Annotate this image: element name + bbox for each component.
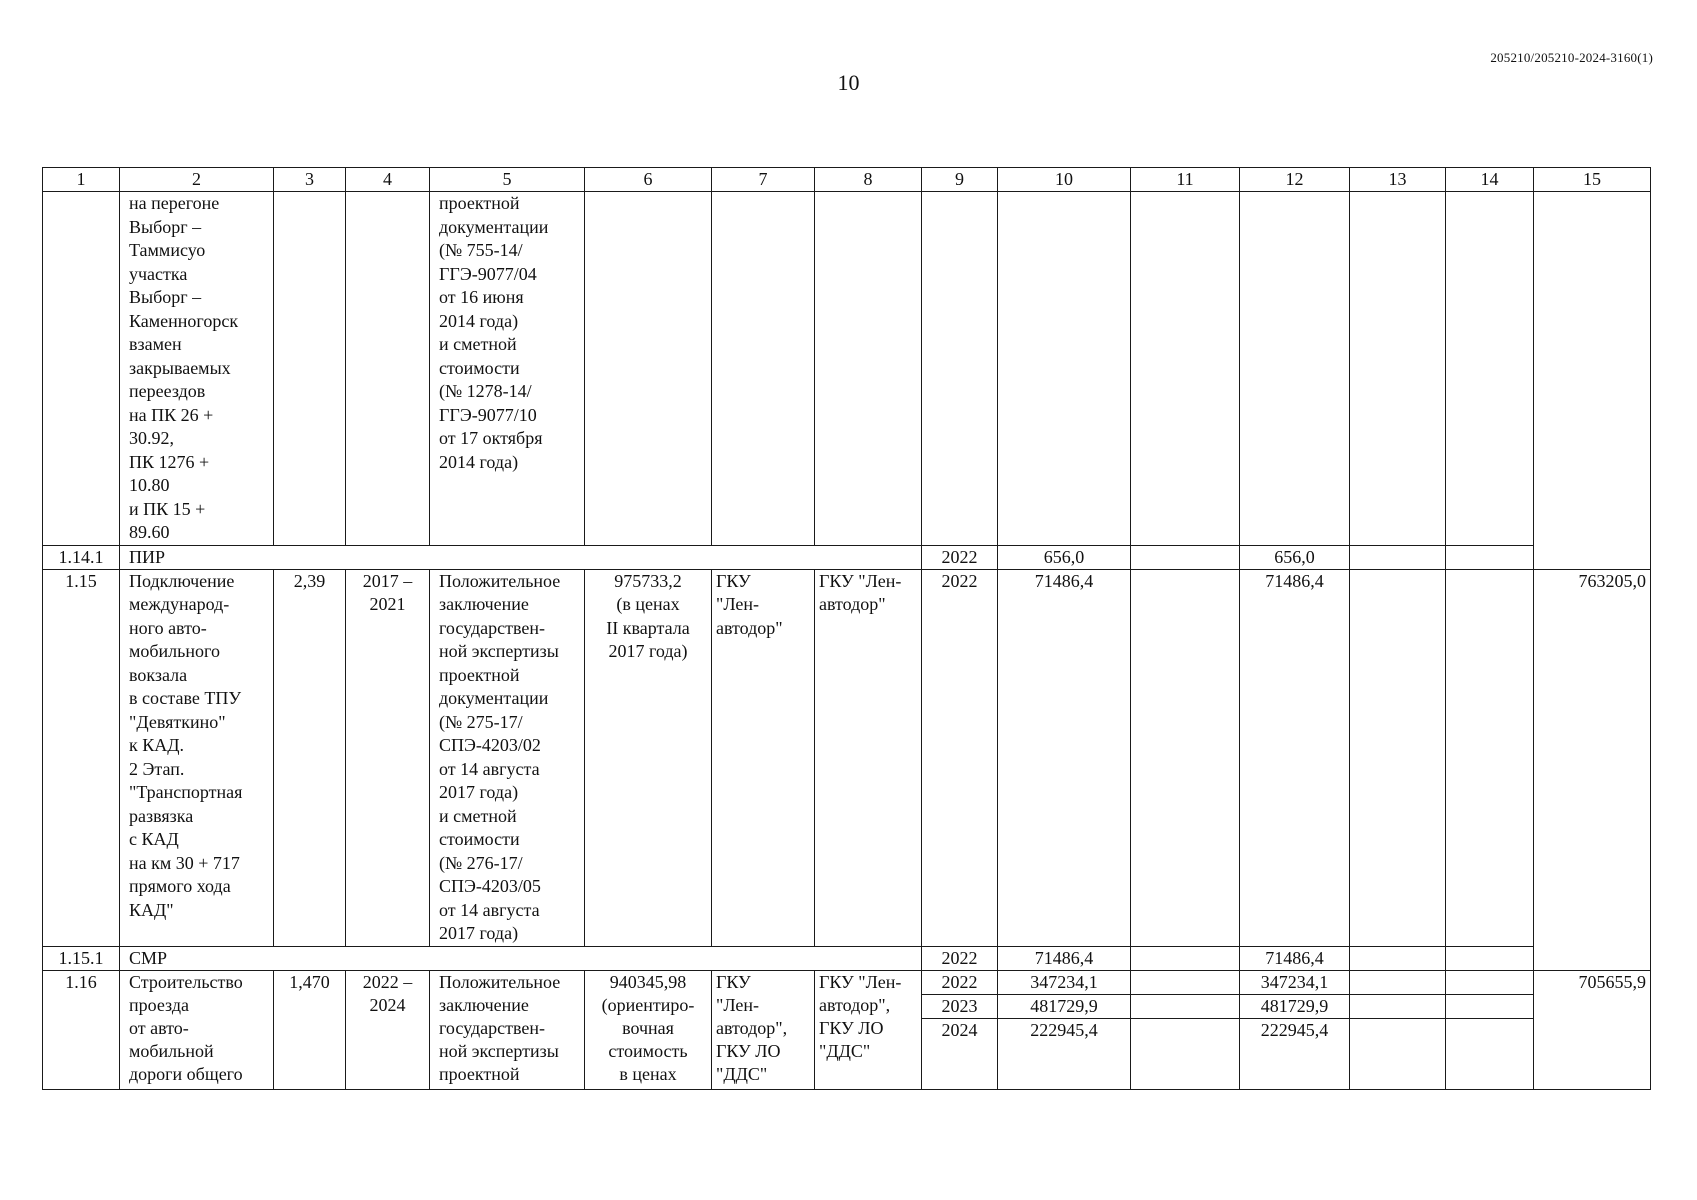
cell-col12: 481729,9 [1240, 994, 1350, 1018]
cell-col10: 347234,1 [998, 970, 1131, 994]
column-header: 1 [43, 168, 120, 192]
column-header: 12 [1240, 168, 1350, 192]
table-row-1-15-1 [43, 946, 1651, 970]
cell-empty [922, 192, 998, 546]
cell-empty [1446, 1018, 1534, 1089]
cell-num: 1.16 [43, 970, 120, 1089]
column-header: 4 [346, 168, 430, 192]
column-header: 8 [815, 168, 922, 192]
cell-conclusion: проектной документации (№ 755-14/ ГГЭ-9077/04 от 16 июня 2014 года) и сметной стоимости (№ 1278-14/ ГГЭ-9077/10 от 17 октября 2014 года) [430, 192, 585, 546]
cell-col10: 656,0 [998, 545, 1131, 569]
cell-empty [1446, 946, 1534, 970]
cell-col10: 222945,4 [998, 1018, 1131, 1089]
cell-cost: 975733,2 (в ценах II квартала 2017 года) [585, 569, 712, 946]
cell-empty [1446, 994, 1534, 1018]
cell-empty [1240, 192, 1350, 546]
cell-num: 1.15.1 [43, 946, 120, 970]
cell-num [43, 192, 120, 546]
cell-empty [1446, 545, 1534, 569]
cell-period: 2017 – 2021 [346, 569, 430, 946]
cell-col12: 71486,4 [1240, 946, 1350, 970]
cell-executor: ГКУ "Лен- автодор" [815, 569, 922, 946]
cell-stage-name: СМР [120, 946, 922, 970]
cell-empty [1350, 970, 1446, 994]
cell-year: 2022 [922, 970, 998, 994]
cell-empty [1350, 1018, 1446, 1089]
cell-empty [1350, 192, 1446, 546]
table-row-continuation [43, 192, 1651, 546]
cell-empty [1131, 545, 1240, 569]
cell-empty [1350, 946, 1446, 970]
cell-col10: 481729,9 [998, 994, 1131, 1018]
cell-col12: 222945,4 [1240, 1018, 1350, 1089]
cell-empty [1446, 569, 1534, 946]
cell-empty [585, 192, 712, 546]
cell-empty [1131, 192, 1240, 546]
cell-empty [1131, 970, 1240, 994]
cell-col3: 2,39 [274, 569, 346, 946]
column-header: 14 [1446, 168, 1534, 192]
table-row-1-16 [43, 970, 1651, 994]
cell-col15: 763205,0 [1534, 569, 1651, 970]
cell-col15: 705655,9 [1534, 970, 1651, 1089]
table-row-1-14-1 [43, 545, 1651, 569]
cell-cost: 940345,98 (ориентиро- вочная стоимость в ценах [585, 970, 712, 1089]
column-header: 3 [274, 168, 346, 192]
cell-empty [1350, 994, 1446, 1018]
investment-table [42, 167, 1651, 1090]
column-header: 11 [1131, 168, 1240, 192]
cell-period: 2022 – 2024 [346, 970, 430, 1089]
cell-stage-name: ПИР [120, 545, 922, 569]
cell-col12: 71486,4 [1240, 569, 1350, 946]
column-header: 13 [1350, 168, 1446, 192]
cell-empty [1446, 192, 1534, 546]
cell-conclusion: Положительное заключение государствен- ной экспертизы проектной документации (№ 275-17/ СПЭ-4203/02 от 14 августа 2017 года) и сметной стоимости (№ 276-17/ СПЭ-4203/05 от 14 августа 2017 года) [430, 569, 585, 946]
column-header: 2 [120, 168, 274, 192]
cell-empty [1446, 970, 1534, 994]
cell-year: 2022 [922, 569, 998, 946]
column-header: 10 [998, 168, 1131, 192]
cell-empty [1350, 545, 1446, 569]
cell-empty [998, 192, 1131, 546]
cell-customer: ГКУ "Лен- автодор", ГКУ ЛО "ДДС" [712, 970, 815, 1089]
column-header: 15 [1534, 168, 1651, 192]
cell-empty [1131, 1018, 1240, 1089]
column-header: 7 [712, 168, 815, 192]
cell-customer: ГКУ "Лен- автодор" [712, 569, 815, 946]
cell-object-name: Строительство проезда от авто- мобильной дороги общего [120, 970, 274, 1089]
cell-num: 1.14.1 [43, 545, 120, 569]
cell-empty [1131, 569, 1240, 946]
cell-object-name: Подключение международ- ного авто- мобильного вокзала в составе ТПУ "Девяткино" к КАД. 2 Этап. "Транспортная развязка с КАД на км 30 + 717 прямого хода КАД" [120, 569, 274, 946]
cell-empty [1350, 569, 1446, 946]
cell-empty [1131, 994, 1240, 1018]
cell-empty [712, 192, 815, 546]
cell-conclusion: Положительное заключение государствен- ной экспертизы проектной [430, 970, 585, 1089]
cell-col10: 71486,4 [998, 946, 1131, 970]
cell-year: 2022 [922, 545, 998, 569]
cell-empty [1534, 192, 1651, 570]
column-number-row [43, 168, 1651, 192]
cell-empty [346, 192, 430, 546]
cell-col12: 656,0 [1240, 545, 1350, 569]
cell-empty [815, 192, 922, 546]
document-code: 205210/205210-2024-3160(1) [1490, 50, 1653, 65]
column-header: 6 [585, 168, 712, 192]
cell-empty [274, 192, 346, 546]
cell-col3: 1,470 [274, 970, 346, 1089]
table-row-1-15 [43, 569, 1651, 946]
column-header: 9 [922, 168, 998, 192]
page-number: 10 [837, 70, 860, 95]
cell-year: 2022 [922, 946, 998, 970]
cell-num: 1.15 [43, 569, 120, 946]
cell-col10: 71486,4 [998, 569, 1131, 946]
cell-year: 2024 [922, 1018, 998, 1089]
cell-empty [1131, 946, 1240, 970]
cell-object-name: на перегоне Выборг – Таммисуо участка Выборг – Каменногорск взамен закрываемых переездов на ПК 26 + 30.92, ПК 1276 + 10.80 и ПК 15 + 89.60 [120, 192, 274, 546]
cell-col12: 347234,1 [1240, 970, 1350, 994]
cell-executor: ГКУ "Лен- автодор", ГКУ ЛО "ДДС" [815, 970, 922, 1089]
column-header: 5 [430, 168, 585, 192]
cell-year: 2023 [922, 994, 998, 1018]
